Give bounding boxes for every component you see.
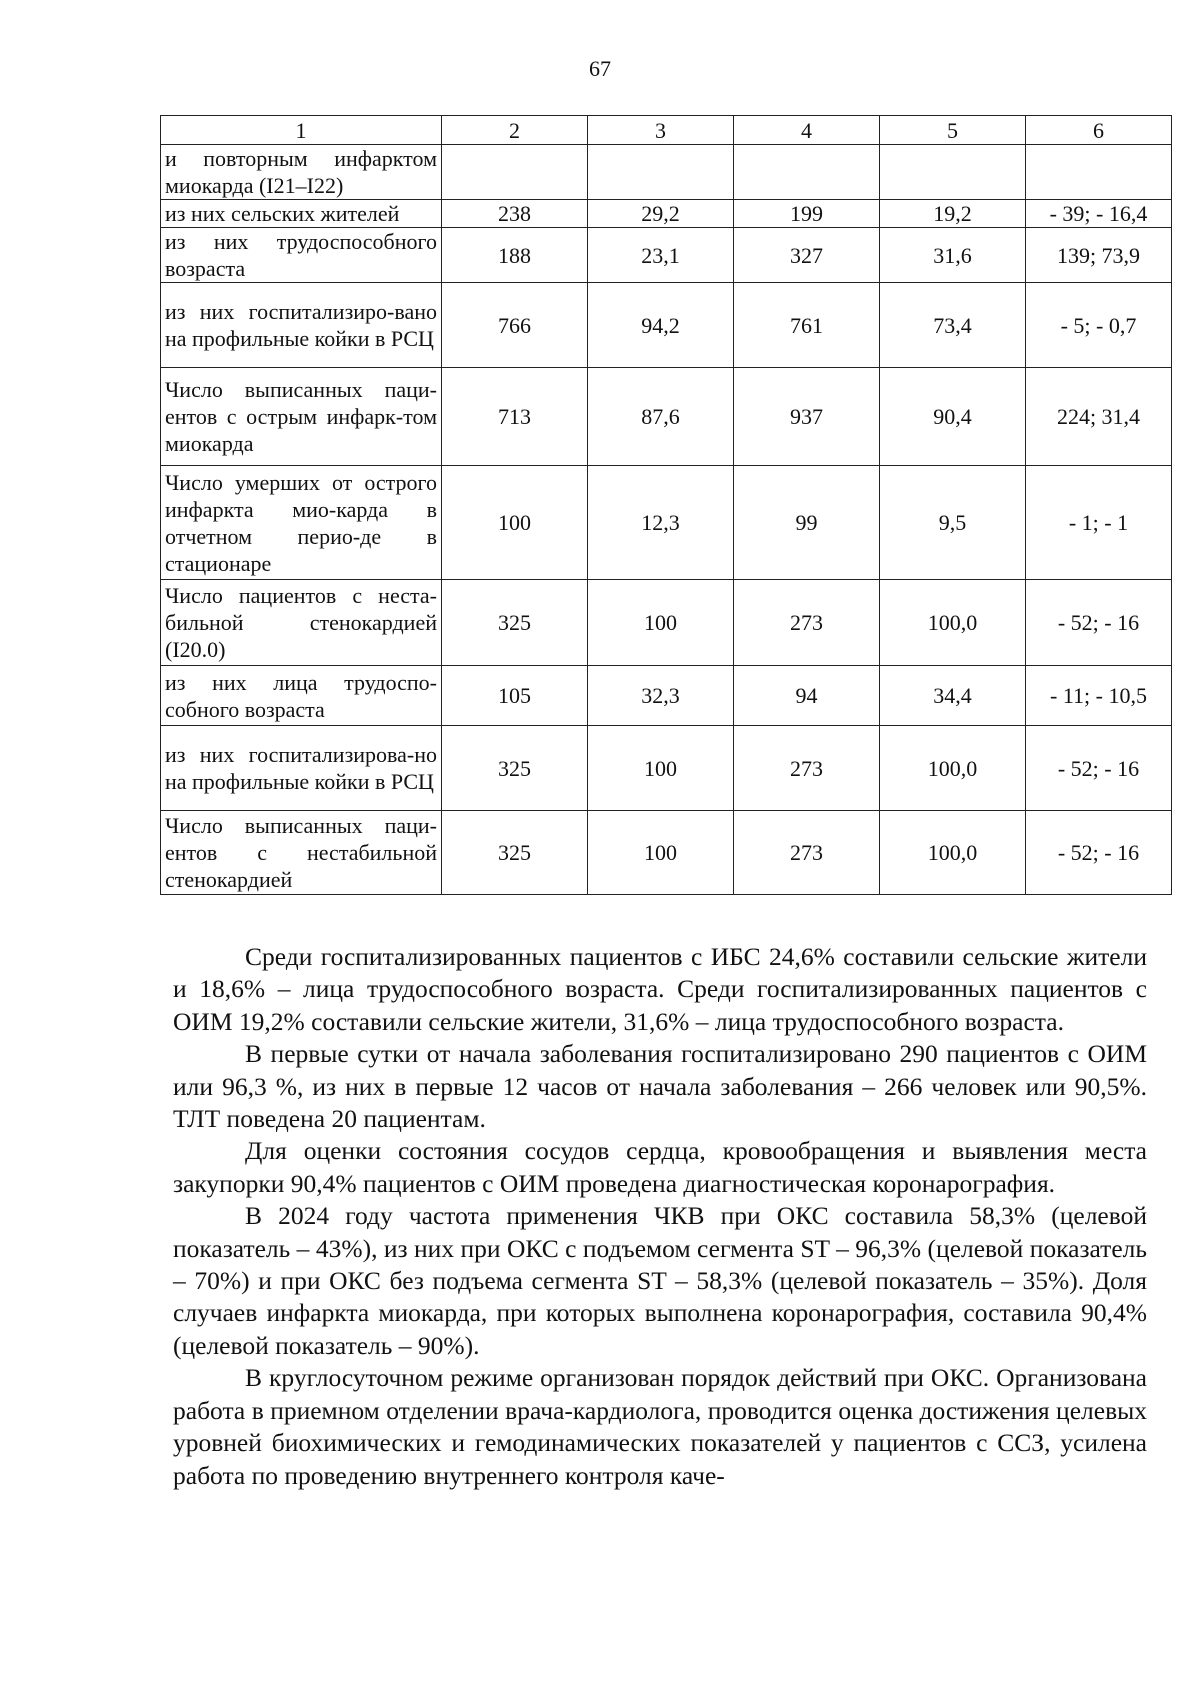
column-header: 6: [1026, 116, 1172, 145]
column-header: 1: [161, 116, 442, 145]
table-cell: - 39; - 16,4: [1026, 200, 1172, 228]
table-cell: [442, 145, 588, 200]
paragraph: Среди госпитализированных пациентов с ИБС 24,6% составили сельские жители и 18,6% – лица трудоспособного возраста. Среди госпитализированных пациентов с ОИМ 19,2% составили сельские жители, 31,6% – лица трудоспособного возраста.: [173, 942, 1147, 1036]
table-cell: 100: [588, 580, 734, 666]
table-cell: 94,2: [588, 283, 734, 368]
paragraph: В 2024 году частота применения ЧКВ при ОКС составила 58,3% (целевой показатель – 43%), из них при ОКС с подъемом сегмента ST – 96,3% (целевой показатель – 70%) и при ОКС без подъема сегмента ST – 58,3% (целевой показатель – 35%). Доля случаев инфаркта миокарда, при которых выполнена коронарография, составила 90,4% (целевой показатель – 90%).: [173, 1201, 1147, 1360]
row-label: из них госпитализиро-вано на профильные койки в РСЦ: [161, 283, 442, 368]
row-label: из них госпитализирова-но на профильные койки в РСЦ: [161, 726, 442, 811]
table-cell: 105: [442, 666, 588, 726]
table-cell: - 52; - 16: [1026, 811, 1172, 895]
table-cell: 73,4: [880, 283, 1026, 368]
table-cell: - 11; - 10,5: [1026, 666, 1172, 726]
column-header: 4: [734, 116, 880, 145]
table-row: [161, 726, 1172, 811]
body-text: [173, 941, 1147, 1492]
table-cell: 34,4: [880, 666, 1026, 726]
table-cell: 23,1: [588, 228, 734, 283]
table-cell: 199: [734, 200, 880, 228]
table-cell: - 1; - 1: [1026, 466, 1172, 580]
column-header: 5: [880, 116, 1026, 145]
table-row: [161, 368, 1172, 466]
table-cell: 761: [734, 283, 880, 368]
table-cell: 90,4: [880, 368, 1026, 466]
table-cell: 12,3: [588, 466, 734, 580]
table-cell: 100: [588, 726, 734, 811]
row-label: из них лица трудоспо-собного возраста: [161, 666, 442, 726]
table-cell: 937: [734, 368, 880, 466]
table-cell: 99: [734, 466, 880, 580]
table-cell: 29,2: [588, 200, 734, 228]
table-cell: 273: [734, 580, 880, 666]
table-cell: 100,0: [880, 580, 1026, 666]
row-label: Число выписанных паци-ентов с острым инфарк-том миокарда: [161, 368, 442, 466]
paragraph: В круглосуточном режиме организован порядок действий при ОКС. Организована работа в приемном отделении врача-кардиолога, проводится оценка достижения целевых уровней биохимических и гемодинамических показателей у пациентов с ССЗ, усилена работа по проведению внутреннего контроля каче-: [173, 1363, 1147, 1490]
table-row: [161, 580, 1172, 666]
table-cell: 100: [588, 811, 734, 895]
table-cell: 325: [442, 811, 588, 895]
table-cell: [880, 145, 1026, 200]
column-header: 2: [442, 116, 588, 145]
row-label: Число пациентов с неста-бильной стенокардией (I20.0): [161, 580, 442, 666]
table-cell: 31,6: [880, 228, 1026, 283]
table-cell: 224; 31,4: [1026, 368, 1172, 466]
table-cell: 94: [734, 666, 880, 726]
paragraph: В первые сутки от начала заболевания госпитализировано 290 пациентов с ОИМ или 96,3 %, из них в первые 12 часов от начала заболевания – 266 человек или 90,5%. ТЛТ поведена 20 пациентам.: [173, 1039, 1147, 1134]
table-cell: 238: [442, 200, 588, 228]
table-cell: 273: [734, 726, 880, 811]
table-cell: 766: [442, 283, 588, 368]
column-header: 3: [588, 116, 734, 145]
row-label: и повторным инфарктом миокарда (I21–I22): [161, 145, 442, 200]
table-cell: 327: [734, 228, 880, 283]
statistics-table: [160, 115, 1172, 895]
table-cell: [734, 145, 880, 200]
table-header-row: [161, 116, 1172, 145]
table-row: [161, 811, 1172, 895]
row-label: из них сельских жителей: [161, 200, 442, 228]
table-cell: 19,2: [880, 200, 1026, 228]
table-cell: [588, 145, 734, 200]
table-row: [161, 283, 1172, 368]
page-number: 67: [589, 56, 611, 81]
table-cell: 100: [442, 466, 588, 580]
table-row: [161, 466, 1172, 580]
table-cell: 325: [442, 726, 588, 811]
table-cell: 100,0: [880, 726, 1026, 811]
table-cell: - 52; - 16: [1026, 580, 1172, 666]
table-cell: 139; 73,9: [1026, 228, 1172, 283]
table-cell: - 5; - 0,7: [1026, 283, 1172, 368]
table-cell: 87,6: [588, 368, 734, 466]
table-cell: 188: [442, 228, 588, 283]
row-label: Число выписанных паци-ентов с нестабильной стенокардией: [161, 811, 442, 895]
row-label: Число умерших от острого инфаркта мио-карда в отчетном перио-де в стационаре: [161, 466, 442, 580]
table-cell: 273: [734, 811, 880, 895]
table-cell: 32,3: [588, 666, 734, 726]
paragraph: Для оценки состояния сосудов сердца, кровообращения и выявления места закупорки 90,4% пациентов с ОИМ проведена диагностическая коронарография.: [173, 1136, 1147, 1198]
table-cell: 100,0: [880, 811, 1026, 895]
table-cell: [1026, 145, 1172, 200]
table-row: [161, 145, 1172, 200]
row-label: из них трудоспособного возраста: [161, 228, 442, 283]
table-row: [161, 228, 1172, 283]
table-cell: 9,5: [880, 466, 1026, 580]
table-cell: 325: [442, 580, 588, 666]
table-row: [161, 666, 1172, 726]
table-cell: 713: [442, 368, 588, 466]
table-cell: - 52; - 16: [1026, 726, 1172, 811]
table-row: [161, 200, 1172, 228]
